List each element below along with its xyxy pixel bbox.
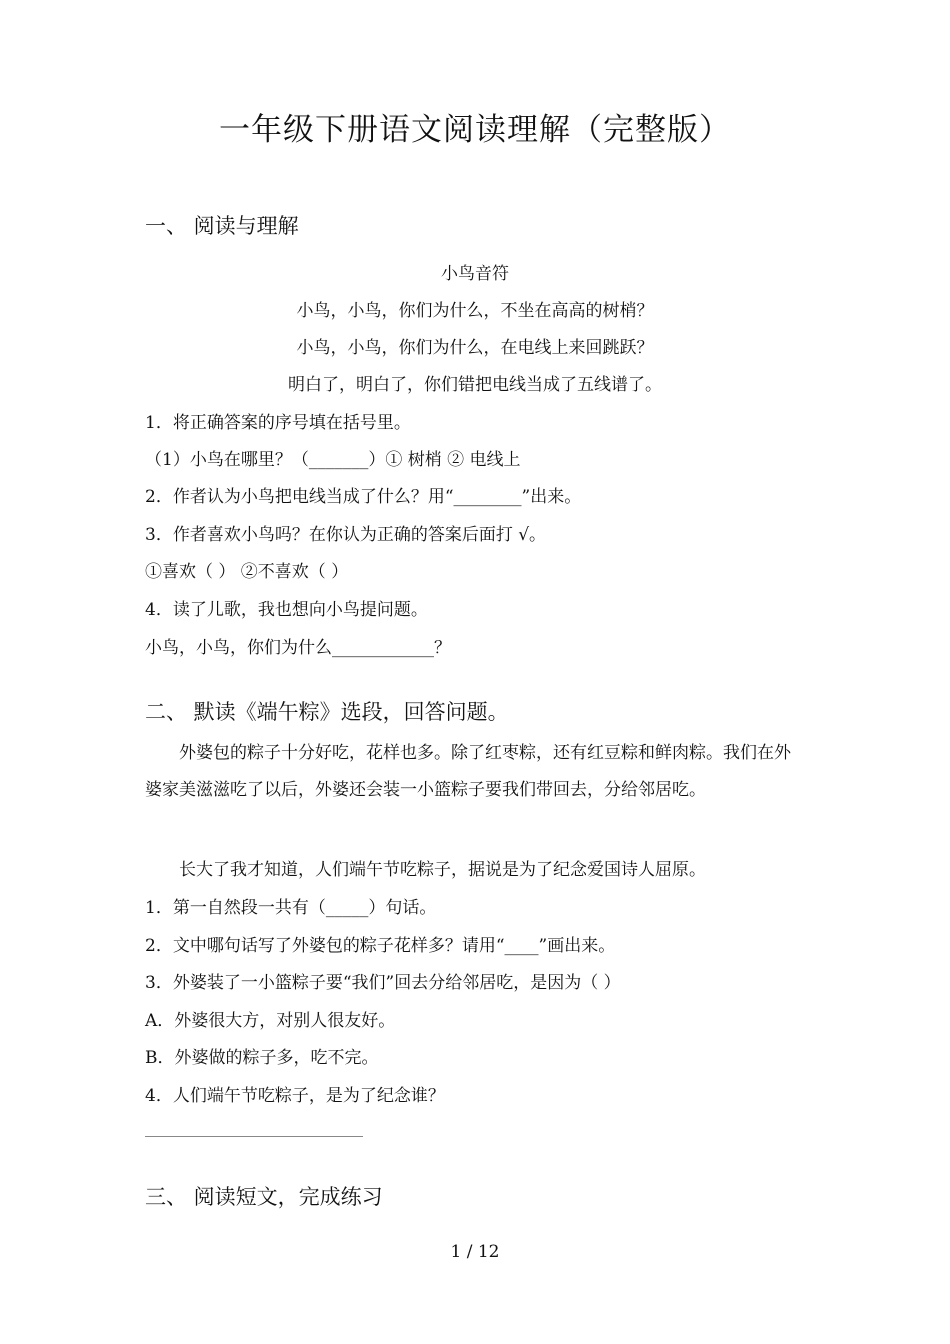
section-2-heading: 二、 默读《端午粽》选段，回答问题。 [145,700,509,724]
question: 2．文中哪句话写了外婆包的粽子花样多？请用“____”画出来。 [145,936,616,956]
question: 3．外婆装了一小篮粽子要“我们”回去分给邻居吃，是因为（ ） [145,973,621,993]
passage-paragraph: 长大了我才知道，人们端午节吃粽子，据说是为了纪念爱国诗人屈原。 [179,860,706,880]
question: （1）小鸟在哪里？（_______）① 树梢 ② 电线上 [145,450,521,470]
question: 3．作者喜欢小鸟吗？在你认为正确的答案后面打 √。 [145,525,547,545]
question: 小鸟，小鸟，你们为什么____________？ [145,638,451,658]
section-1-heading: 一、 阅读与理解 [145,214,299,238]
question: 4．人们端午节吃粽子，是为了纪念谁？ [145,1086,445,1106]
poem-line: 小鸟，小鸟，你们为什么，不坐在高高的树梢？ [296,301,654,321]
question: 4．读了儿歌，我也想向小鸟提问题。 [145,600,428,620]
answer-line [145,1136,363,1137]
passage-paragraph: 外婆包的粽子十分好吃，花样也多。除了红枣粽，还有红豆粽和鲜肉粽。我们在外婆家美滋滋吃了以后，外婆还会装一小篮粽子要我们带回去，分给邻居吃。 [145,743,791,800]
question-options: ①喜欢（ ） ②不喜欢（ ） [145,562,349,582]
question: 1．第一自然段一共有（_____）句话。 [145,898,437,918]
answer-option: B．外婆做的粽子多，吃不完。 [145,1048,379,1068]
section-3-heading: 三、 阅读短文，完成练习 [145,1185,383,1209]
poem-line: 明白了，明白了，你们错把电线当成了五线谱了。 [288,375,662,395]
answer-option: A．外婆很大方，对别人很友好。 [145,1011,396,1031]
poem-title: 小鸟音符 [441,264,509,284]
question: 1．将正确答案的序号填在括号里。 [145,413,411,433]
question: 2．作者认为小鸟把电线当成了什么？用“________”出来。 [145,487,582,507]
page-number: 1 / 12 [450,1242,500,1262]
poem-line: 小鸟，小鸟，你们为什么，在电线上来回跳跃？ [296,338,654,358]
page-title: 一年级下册语文阅读理解（完整版） [219,112,731,148]
